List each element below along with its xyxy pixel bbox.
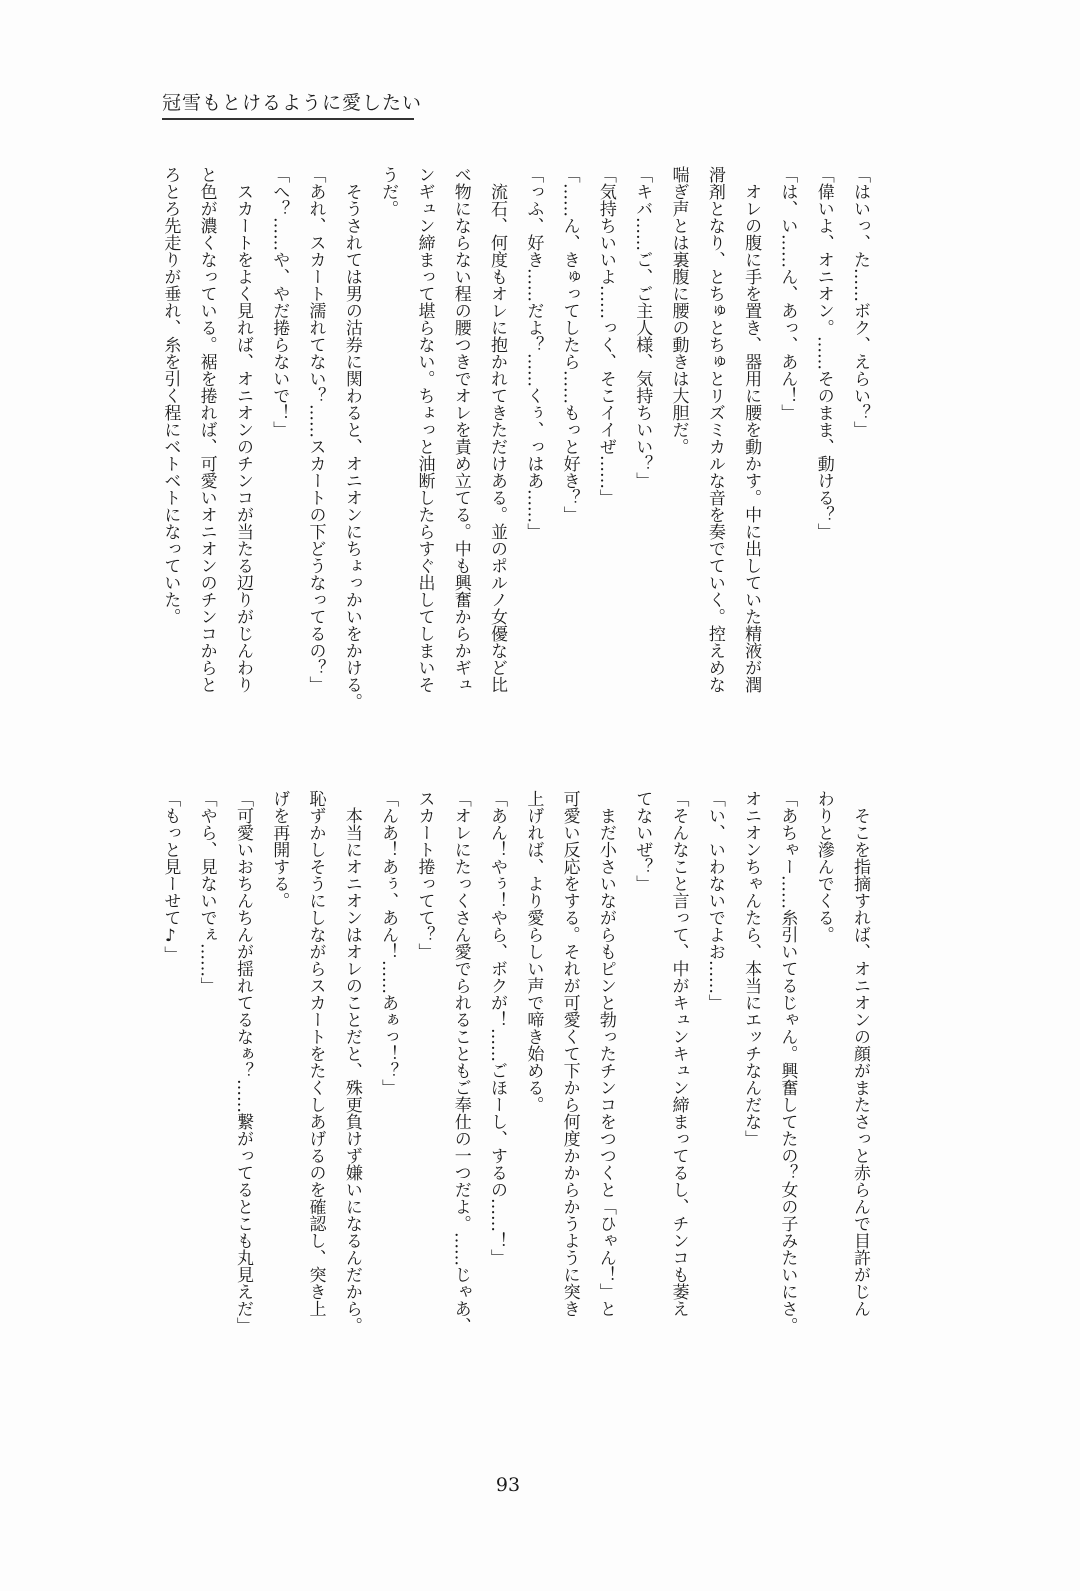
text-line: 流石、何度もオレに抱かれてきただけある。並のポルノ女優など比 [487, 166, 508, 693]
text-block-lower [158, 790, 878, 1430]
text-line: 「気持ちいいよ……っく、そこイイぜ……」 [595, 166, 616, 506]
text-line: 「キバ……ご、ご主人様、気持ちいい？」 [632, 166, 653, 489]
text-line: 「へ？……や、やだ捲らないで！」 [269, 166, 290, 438]
text-line: そこを指摘すれば、オニオンの顔がまたさっと赤らんで目許がじん [850, 790, 870, 1317]
page-number [0, 1474, 1080, 1496]
text-line: 恥ずかしそうにしながらスカートをたくしあげるのを確認し、突き上 [305, 790, 326, 1317]
text-line: 「はいっ、た……ボク、えらい？」 [850, 166, 870, 438]
text-line: 滑剤となり、とちゅとちゅとリズミカルな音を奏でていく。控えめな [704, 166, 725, 693]
text-line: げを再開する。 [269, 790, 290, 909]
text-line: 「もっと見ーせて♪」 [160, 790, 181, 963]
text-line: 「あちゃー……糸引いてるじゃん。興奮してたの？女の子みたいにさ。 [777, 790, 798, 1334]
text-line: 「あれ、スカート濡れてない？……スカートの下どうなってるの？」 [305, 166, 326, 693]
text-line: わりと滲んでくる。 [813, 790, 834, 943]
text-line: 「そんなこと言って、中がキュンキュン締まってるし、チンコも萎え [668, 790, 689, 1317]
text-line: スカートをよく見れば、オニオンのチンコが当たる辺りがじんわり [232, 166, 253, 693]
text-line: まだ小さいながらもピンと勃ったチンコをつつくと「ひゃん！」と [595, 790, 616, 1317]
text-line: 「んあ！あぅ、あん！……あぁっ！？」 [378, 790, 399, 1096]
text-line: ろとろ先走りが垂れ、糸を引く程にベトベトになっていた。 [160, 166, 181, 625]
text-line: と色が濃くなっている。裾を捲れば、可愛いオニオンのチンコからと [196, 166, 217, 693]
text-line: オニオンちゃんたら、本当にエッチなんだな」 [741, 790, 762, 1147]
text-line: うだ。 [378, 166, 399, 217]
text-line: 可愛い反応をする。それが可愛くて下から何度かからかうように突き [559, 790, 580, 1317]
text-line: スカート捲ってて？」 [414, 790, 435, 960]
running-header-title: 冠雪もとけるように愛したい [162, 88, 414, 120]
text-line: 喘ぎ声とは裏腹に腰の動きは大胆だ。 [668, 166, 689, 455]
page-number-text: 93 [495, 1474, 521, 1496]
text-line: ンギュン締まって堪らない。ちょっと油断したらすぐ出してしまいそ [414, 166, 435, 693]
text-block-upper [158, 166, 878, 766]
text-line: てないぜ？」 [632, 790, 653, 892]
text-line: 「オレにたっくさん愛でられることもご奉仕の一つだよ。……じゃあ、 [450, 790, 471, 1334]
text-line: 上げれば、より愛らしい声で啼き始める。 [523, 790, 544, 1113]
text-line: 「あん！やぅ！やら、ボクが！……ごほーし、するの……！」 [487, 790, 508, 1266]
text-line: 本当にオニオンはオレのことだと、殊更負けず嫌いになるんだから。 [341, 790, 362, 1334]
text-line: 「は、い……ん、あっ、あん！」 [777, 166, 798, 421]
text-line: 「い、いわないでよお……」 [704, 790, 725, 1011]
text-line: 「……ん、きゅってしたら……もっと好き？」 [559, 166, 580, 523]
text-line: 「っふ、好き……だよ？……くぅ、っはあ……」 [523, 166, 544, 540]
text-line: べ物にならない程の腰つきでオレを責め立てる。中も興奮からかギュ [450, 166, 471, 693]
text-line: そうされては男の沽券に関わると、オニオンにちょっかいをかける。 [341, 166, 362, 710]
text-line: 「偉いよ、オニオン。……そのまま、動ける？」 [813, 166, 834, 540]
text-line: 「やら、見ないでぇ……」 [196, 790, 217, 994]
text-line: オレの腹に手を置き、器用に腰を動かす。中に出していた精液が潤 [741, 166, 762, 693]
text-line: 「可愛いおちんちんが揺れてるなぁ？……繋がってるとこも丸見えだ」 [232, 790, 253, 1334]
